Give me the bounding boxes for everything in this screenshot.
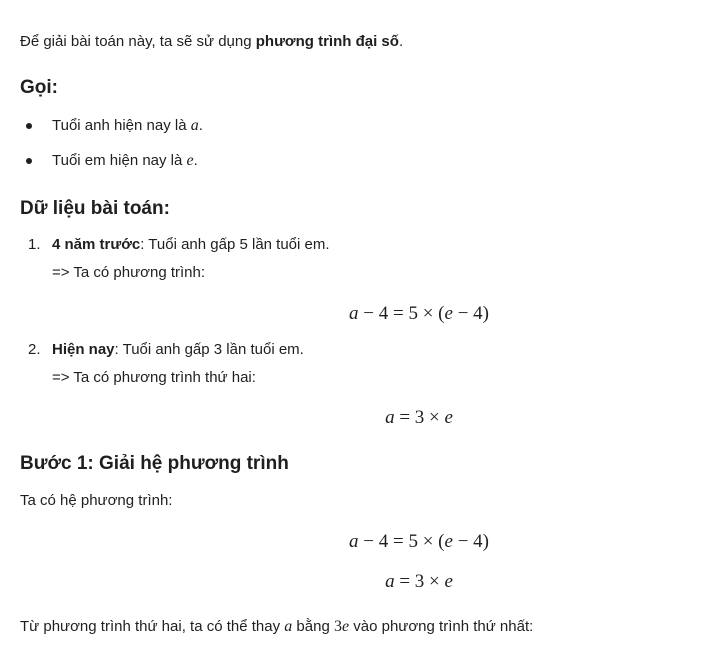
ordered-number: 1.: [28, 236, 41, 253]
list-item-end: .: [198, 117, 203, 134]
math-var: e: [444, 571, 453, 592]
ordered-item-1-sub: => Ta có phương trình:: [52, 264, 206, 281]
bullet-dot: [26, 158, 32, 164]
intro-bold: phương trình đại số: [255, 33, 399, 50]
heading-du-lieu: Dữ liệu bài toán:: [20, 198, 170, 219]
item-bold: 4 năm trước: [52, 236, 141, 253]
math-op: − 4 = 5 × (: [358, 303, 445, 324]
equation-2: [0, 406, 714, 430]
math-var-a: a: [284, 618, 293, 635]
intro-paragraph: [20, 32, 403, 52]
math-op: = 3 ×: [394, 571, 445, 592]
step1-text: Ta có hệ phương trình:: [20, 492, 173, 509]
list-item-text: Tuổi anh hiện nay là: [52, 117, 191, 134]
math-var-a: a: [190, 117, 199, 134]
item-bold: Hiện nay: [52, 341, 115, 358]
ordered-item-2: [52, 340, 304, 360]
final-text: bằng: [292, 618, 334, 635]
math-var: e: [444, 407, 453, 428]
list-item-end: .: [193, 152, 198, 169]
math-op: − 4 = 5 × (: [358, 531, 445, 552]
bullet-dot: [26, 123, 32, 129]
list-item-text: Tuổi em hiện nay là: [52, 152, 187, 169]
math-var: a: [349, 303, 359, 324]
final-text: vào phương trình thứ nhất:: [349, 618, 534, 635]
final-paragraph: [20, 617, 533, 637]
math-var-e: e: [341, 618, 350, 635]
system-equation-2: [0, 570, 714, 594]
intro-end: .: [398, 33, 404, 50]
intro-text: Để giải bài toán này, ta sẽ sử dụng: [20, 33, 256, 50]
equation-1: [0, 302, 714, 326]
math-op: − 4): [452, 303, 489, 324]
ordered-item-1: [52, 235, 330, 255]
heading-buoc-1: Bước 1: Giải hệ phương trình: [20, 453, 289, 474]
math-number: 3: [333, 618, 342, 635]
math-op: − 4): [452, 531, 489, 552]
math-var: e: [444, 531, 453, 552]
ordered-number: 2.: [28, 341, 41, 358]
list-item-anh: [52, 116, 203, 136]
math-var: a: [385, 571, 395, 592]
item-text: : Tuổi anh gấp 5 lần tuổi em.: [140, 236, 330, 253]
heading-goi: Gọi:: [20, 77, 58, 98]
math-var: a: [385, 407, 395, 428]
final-text: Từ phương trình thứ hai, ta có thể thay: [20, 618, 285, 635]
math-var-e: e: [186, 152, 194, 169]
list-item-em: [52, 151, 198, 171]
math-op: = 3 ×: [394, 407, 445, 428]
math-var: a: [349, 531, 359, 552]
item-text: : Tuổi anh gấp 3 lần tuổi em.: [114, 341, 304, 358]
system-equation-1: [0, 530, 714, 554]
math-var: e: [444, 303, 453, 324]
ordered-item-2-sub: => Ta có phương trình thứ hai:: [52, 369, 256, 386]
